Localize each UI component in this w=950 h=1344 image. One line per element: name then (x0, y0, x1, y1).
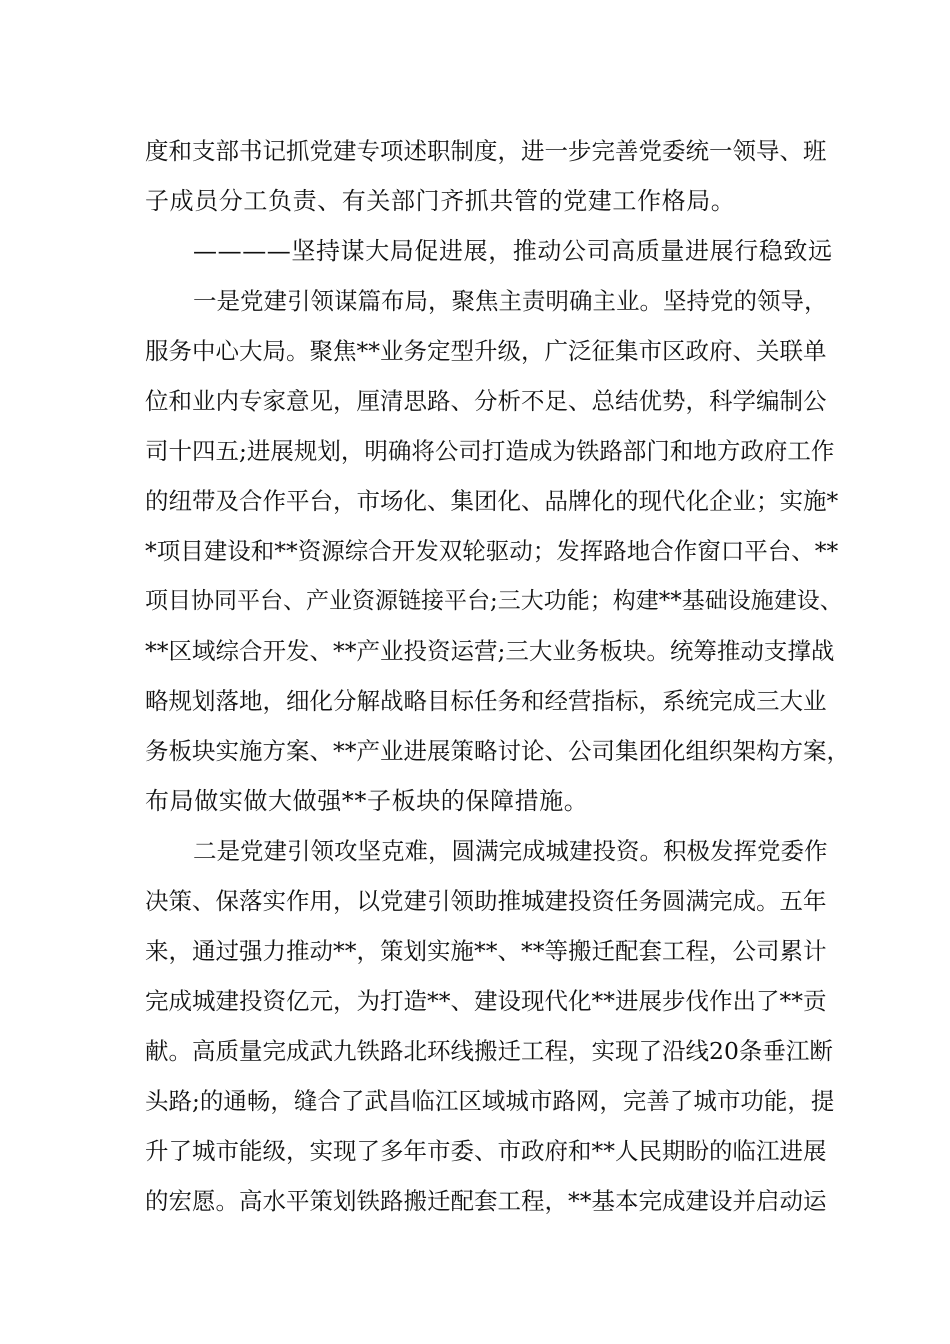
text-line: 头路;的通畅，缝合了武昌临江区域城市路网，完善了城市功能，提 (145, 1087, 835, 1115)
text-line: 二是党建引领攻坚克难，圆满完成城建投资。积极发挥党委作 (193, 837, 828, 865)
text-line: 的宏愿。高水平策划铁路搬迁配套工程，**基本完成建设并启动运 (145, 1187, 827, 1215)
text-line: 略规划落地，细化分解战略目标任务和经营指标，系统完成三大业 (145, 687, 827, 715)
text-line: 布局做实做大做强**子板块的保障措施。 (145, 787, 589, 815)
text-line: 司十四五;进展规划，明确将公司打造成为铁路部门和地方政府工作 (145, 437, 835, 465)
text-line: 来，通过强力推动**，策划实施**、**等搬迁配套工程，公司累计 (145, 937, 827, 965)
text-line: 的纽带及合作平台，市场化、集团化、品牌化的现代化企业；实施* (145, 487, 839, 515)
text-line: 度和支部书记抓党建专项述职制度，进一步完善党委统一领导、班 (145, 137, 827, 165)
text-line: 升了城市能级，实现了多年市委、市政府和**人民期盼的临江进展 (145, 1137, 827, 1165)
text-line: 服务中心大局。聚焦**业务定型升级，广泛征集市区政府、关联单 (145, 337, 827, 365)
text-line: 完成城建投资亿元，为打造**、建设现代化**进展步伐作出了**贡 (145, 987, 827, 1015)
text-line: 项目协同平台、产业资源链接平台;三大功能；构建**基础设施建设、 (145, 588, 843, 614)
text-line: 献。高质量完成武九铁路北环线搬迁工程，实现了沿线20条垂江断 (145, 1037, 833, 1065)
text-line: 决策、保落实作用，以党建引领助推城建投资任务圆满完成。五年 (145, 887, 827, 915)
text-line: 位和业内专家意见，厘清思路、分析不足、总结优势，科学编制公 (145, 387, 827, 415)
text-line: *项目建设和**资源综合开发双轮驱动；发挥路地合作窗口平台、** (145, 537, 839, 565)
section-heading: ————坚持谋大局促进展，推动公司高质量进展行稳致远 (193, 237, 833, 265)
text-line: **区域综合开发、**产业投资运营;三大业务板块。统筹推动支撑战 (145, 637, 835, 665)
text-line: 务板块实施方案、**产业进展策略讨论、公司集团化组织架构方案， (145, 737, 850, 765)
text-line: 子成员分工负责、有关部门齐抓共管的党建工作格局。 (145, 187, 736, 215)
text-line: 一是党建引领谋篇布局，聚焦主责明确主业。坚持党的领导， (193, 287, 828, 315)
